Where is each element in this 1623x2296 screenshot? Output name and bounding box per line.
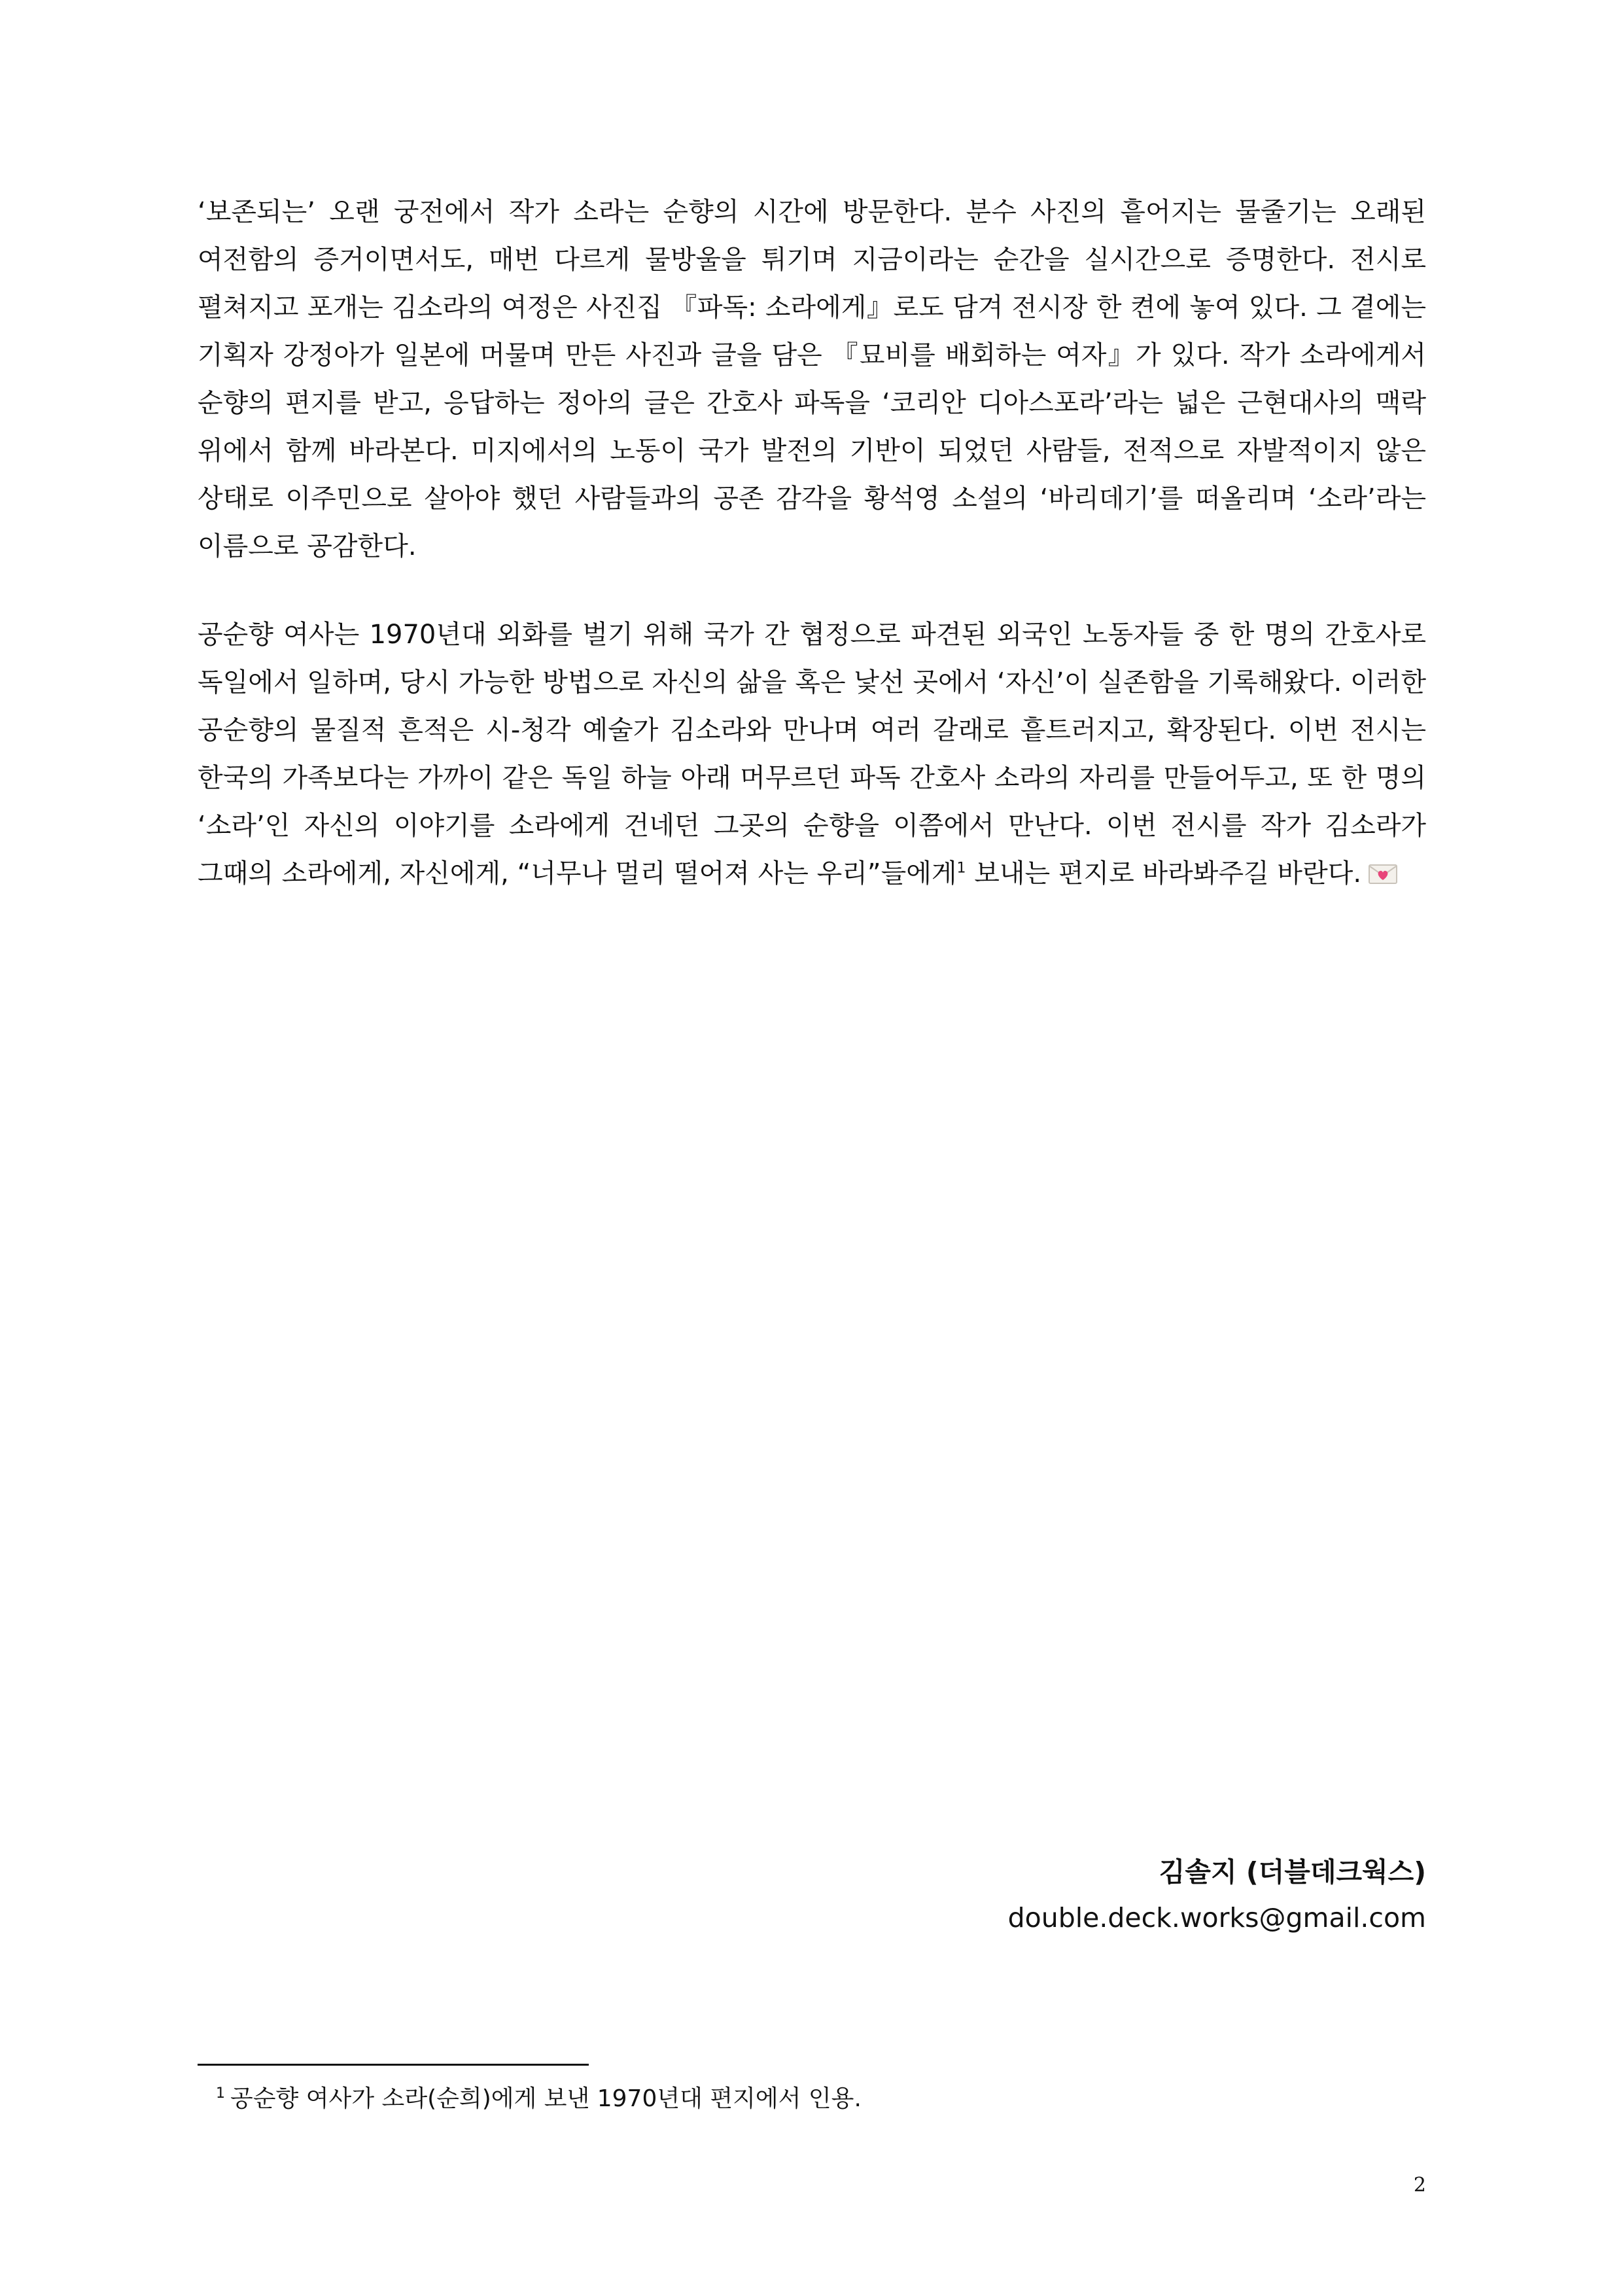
author-email[interactable]: double.deck.works@gmail.com	[1007, 1902, 1426, 1934]
page-number: 2	[1413, 2174, 1426, 2197]
love-letter-icon-svg	[1368, 862, 1398, 885]
footnote-text: 공순향 여사가 소라(순희)에게 보낸 1970년대 편지에서 인용.	[230, 2085, 862, 2112]
footnote-mark: 1	[216, 2085, 225, 2102]
document-body	[198, 188, 1426, 938]
love-letter-icon	[1368, 853, 1398, 875]
footnote	[216, 2085, 862, 2113]
signature-block	[1008, 1849, 1426, 1941]
paragraph-2-ending: 보내는 편지로 바라봐주길 바란다.	[974, 858, 1362, 889]
footnote-reference[interactable]: 1	[956, 860, 966, 877]
paragraph-2-text: 공순향 여사는 1970년대 외화를 벌기 위해 국가 간 협정으로 파견된 외국인 노동자들 중 한 명의 간호사로 독일에서 일하며, 당시 가능한 방법으로 자신의 삶을 혹은 낯선 곳에서 ‘자신’이 실존함을 기록해왔다. 이러한 공순향의 물질적 흔적은 시-청각 예술가 김소라와 만나며 여러 갈래로 흩트러지고, 확장된다. 이번 전시는 한국의 가족보다는 가까이 같은 독일 하늘 아래 머무르던 파독 간호사 소라의 자리를 만들어두고, 또 한 명의 ‘소라’인 자신의 이야기를 소라에게 건네던 그곳의 순향을 이쯤에서 만난다. 이번 전시를 작가 김소라가 그때의 소라에게, 자신에게, “너무나 멀리 떨어져 사는 우리”들에게	[198, 620, 1426, 889]
footnote-divider	[198, 2064, 589, 2066]
paragraph-2	[198, 611, 1426, 898]
paragraph-1: ‘보존되는’ 오랜 궁전에서 작가 소라는 순향의 시간에 방문한다. 분수 사진의 흩어지는 물줄기는 오래된 여전함의 증거이면서도, 매번 다르게 물방울을 튀기며 지금이라는 순간을 실시간으로 증명한다. 전시로 펼쳐지고 포개는 김소라의 여정은 사진집 『파독: 소라에게』로도 담겨 전시장 한 켠에 놓여 있다. 그 곁에는 기획자 강정아가 일본에 머물며 만든 사진과 글을 담은 『묘비를 배회하는 여자』가 있다. 작가 소라에게서 순향의 편지를 받고, 응답하는 정아의 글은 간호사 파독을 ‘코리안 디아스포라’라는 넓은 근현대사의 맥락 위에서 함께 바라본다. 미지에서의 노동이 국가 발전의 기반이 되었던 사람들, 전적으로 자발적이지 않은 상태로 이주민으로 살아야 했던 사람들과의 공존 감각을 황석영 소설의 ‘바리데기’를 떠올리며 ‘소라’라는 이름으로 공감한다.	[198, 197, 1426, 561]
author-name: 김솔지 (더블데크웍스)	[1159, 1856, 1426, 1888]
